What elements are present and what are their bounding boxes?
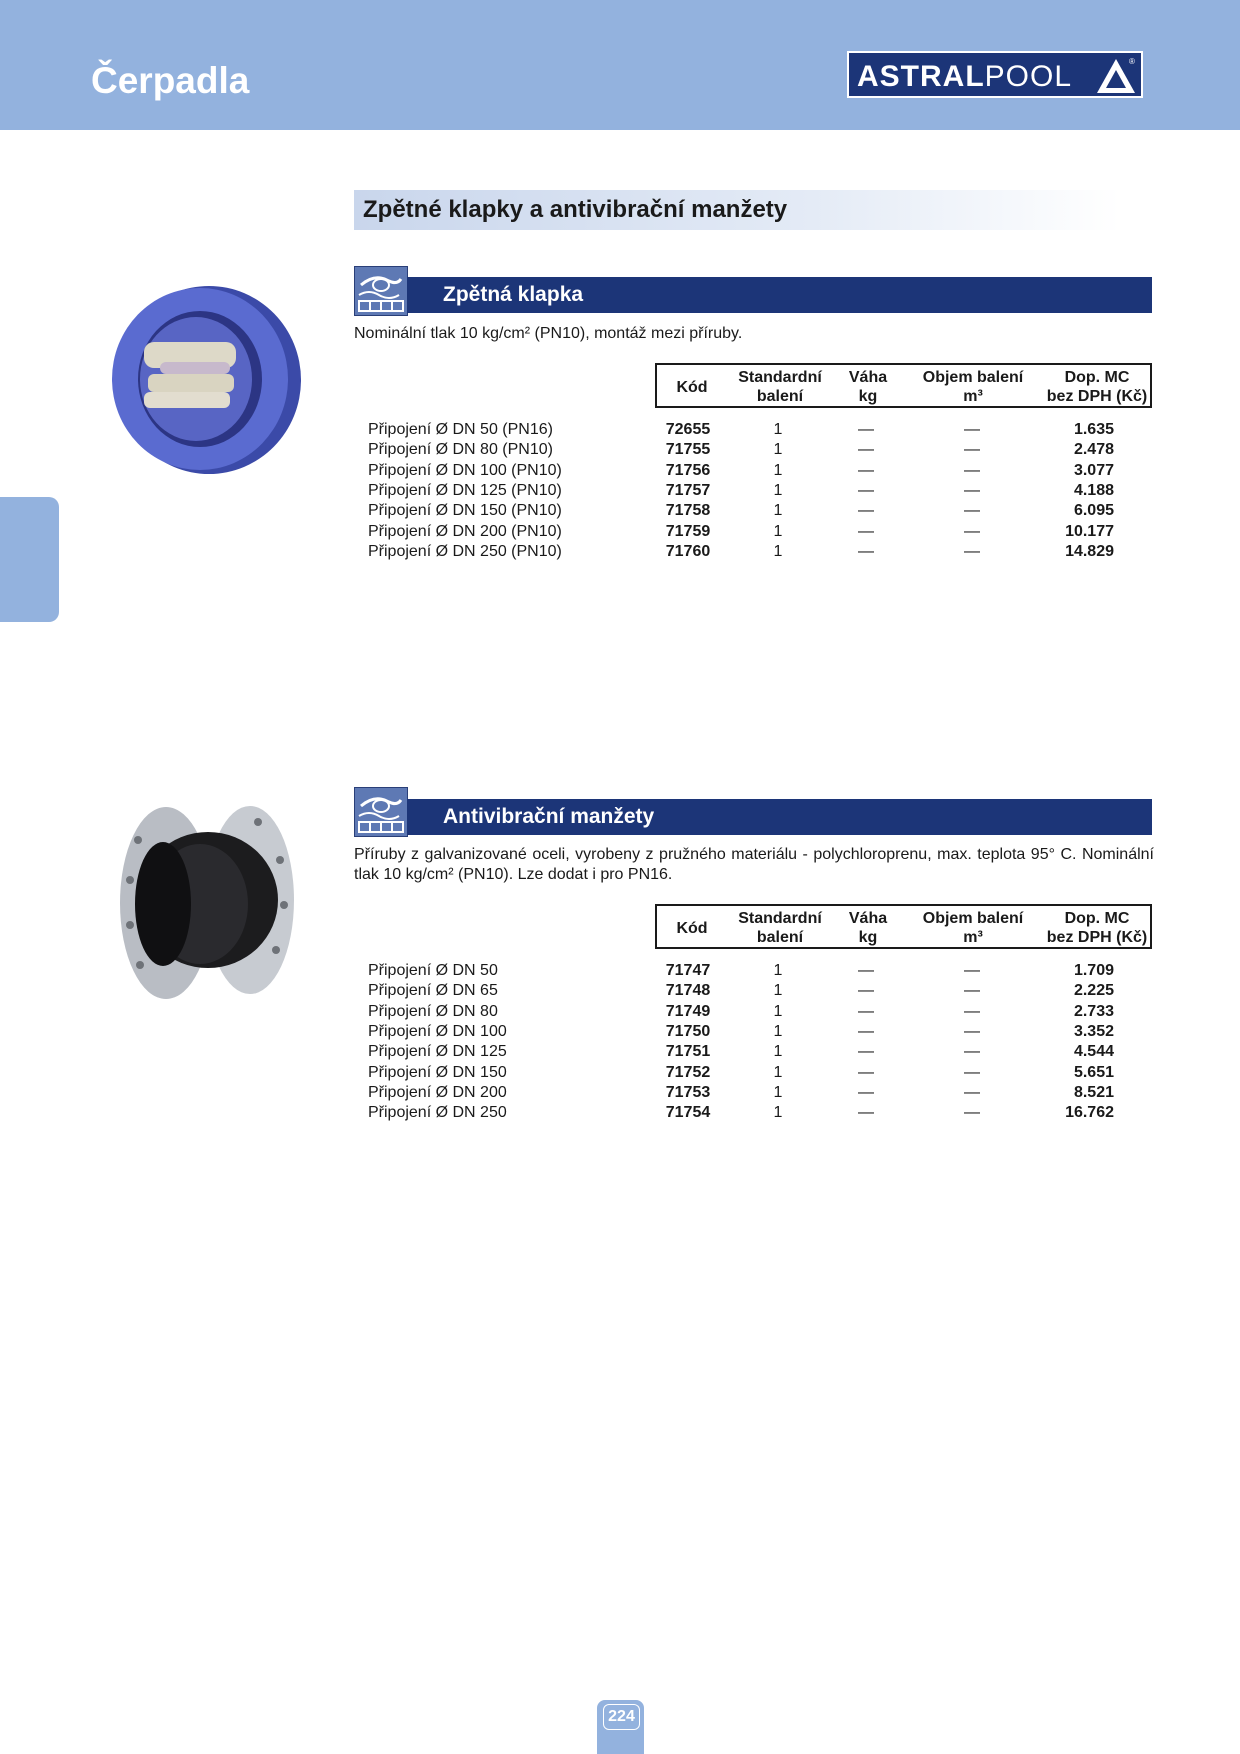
antivibration-sleeve-photo [108, 800, 308, 1010]
cell-pack: 1 [773, 962, 783, 979]
col-cena-line2: bez DPH (Kč) [1046, 388, 1148, 405]
cell-price: 4.188 [1073, 481, 1114, 499]
col-vaha [833, 368, 903, 406]
cell-volume: — [964, 1022, 980, 1040]
cell-pack: 1 [773, 1104, 783, 1122]
cell-name: Připojení Ø DN 80 [368, 1002, 498, 1020]
cell-weight: — [858, 1104, 874, 1122]
cell-weight: — [858, 962, 874, 979]
cell-weight: — [858, 542, 874, 560]
cell-price: 2.225 [1073, 982, 1114, 1000]
cell-weight: — [858, 421, 874, 438]
cell-code: 71749 [665, 1002, 711, 1020]
col-objem-line2: m³ [963, 929, 983, 946]
cell-weight: — [858, 1083, 874, 1101]
cell-weight: — [858, 1043, 874, 1061]
table-row [368, 1103, 1128, 1123]
cell-volume: — [964, 502, 980, 520]
cell-pack: 1 [773, 1083, 783, 1101]
cell-name: Připojení Ø DN 200 [368, 1083, 507, 1101]
cell-price: 14.829 [1065, 542, 1114, 560]
cell-code: 71747 [665, 962, 711, 979]
col-objem [903, 909, 1043, 947]
cell-weight: — [858, 522, 874, 540]
page-number-tab [597, 1700, 644, 1754]
table-row [368, 1042, 1128, 1062]
col-standard [727, 368, 833, 406]
cell-code: 71751 [665, 1043, 711, 1061]
cell-price: 6.095 [1073, 502, 1114, 520]
cell-weight: — [858, 481, 874, 499]
table-row [368, 461, 1128, 481]
cell-pack: 1 [773, 502, 783, 520]
col-cena [1043, 368, 1151, 406]
cell-price: 10.177 [1065, 522, 1114, 540]
section-description: Příruby z galvanizované oceli, vyrobeny z pružného materiálu - polychloroprenu, max. teplota 95° C. Nominální tlak 10 kg/cm² (PN10). Lze dodat i pro PN16. [354, 846, 1154, 883]
cell-pack: 1 [773, 1063, 783, 1081]
col-kod: Kód [676, 920, 708, 937]
cell-code: 71753 [665, 1083, 711, 1101]
header-band [0, 0, 1240, 130]
cell-volume: — [964, 962, 980, 979]
col-standard-line2: balení [756, 388, 804, 405]
astralpool-logo [847, 51, 1143, 98]
cell-price: 1.635 [1073, 421, 1114, 438]
cell-name: Připojení Ø DN 100 (PN10) [368, 461, 562, 479]
cell-name: Připojení Ø DN 150 [368, 1063, 507, 1081]
col-standard-line1: Standardní [738, 369, 822, 386]
cell-weight: — [858, 441, 874, 459]
cell-volume: — [964, 1104, 980, 1122]
cell-pack: 1 [773, 481, 783, 499]
cell-name: Připojení Ø DN 125 [368, 1043, 507, 1061]
cell-price: 2.733 [1073, 1002, 1114, 1020]
cell-price: 8.521 [1073, 1083, 1114, 1101]
cell-price: 16.762 [1065, 1104, 1114, 1122]
cell-weight: — [858, 1022, 874, 1040]
cell-pack: 1 [773, 1022, 783, 1040]
cell-code: 71755 [665, 441, 711, 459]
section-icon-sleeve [354, 787, 408, 837]
cell-code: 71750 [665, 1022, 711, 1040]
cell-price: 5.651 [1073, 1063, 1114, 1081]
section-description: Nominální tlak 10 kg/cm² (PN10), montáž mezi příruby. [354, 325, 743, 342]
col-kod: Kód [676, 379, 708, 396]
cell-code: 71757 [665, 481, 711, 499]
cell-pack: 1 [773, 542, 783, 560]
cell-pack: 1 [773, 982, 783, 1000]
table-row [368, 1063, 1128, 1083]
cell-volume: — [964, 982, 980, 1000]
page-title: Čerpadla [91, 60, 250, 101]
cell-name: Připojení Ø DN 80 (PN10) [368, 441, 553, 459]
col-standard-line1: Standardní [738, 910, 822, 927]
cell-pack: 1 [773, 461, 783, 479]
cell-volume: — [964, 1002, 980, 1020]
cell-volume: — [964, 1063, 980, 1081]
table-row [368, 481, 1128, 501]
table-row [368, 1022, 1128, 1042]
col-cena-line1: Dop. MC [1064, 369, 1130, 386]
cell-code: 71756 [665, 461, 711, 479]
cell-code: 71752 [665, 1063, 711, 1081]
col-cena [1043, 909, 1151, 947]
cell-name: Připojení Ø DN 150 (PN10) [368, 502, 562, 520]
cell-pack: 1 [773, 421, 783, 438]
col-objem-line1: Objem balení [922, 910, 1024, 927]
table-header [655, 904, 1152, 949]
cell-price: 3.077 [1073, 461, 1114, 479]
cell-code: 71760 [665, 542, 711, 560]
cell-weight: — [858, 982, 874, 1000]
cell-price: 4.544 [1073, 1043, 1114, 1061]
table-row [368, 542, 1128, 562]
col-objem [903, 368, 1043, 406]
col-vaha-line1: Váha [848, 369, 888, 386]
table-row [368, 1002, 1128, 1022]
table-row [368, 1083, 1128, 1103]
section-icon-valve [354, 266, 408, 316]
col-standard-line2: balení [756, 929, 804, 946]
cell-volume: — [964, 1043, 980, 1061]
table-row [368, 440, 1128, 460]
col-cena-line1: Dop. MC [1064, 910, 1130, 927]
cell-price: 1.709 [1073, 962, 1114, 979]
cell-code: 71758 [665, 502, 711, 520]
cell-price: 3.352 [1073, 1022, 1114, 1040]
cell-name: Připojení Ø DN 250 [368, 1104, 507, 1122]
cell-name: Připojení Ø DN 100 [368, 1022, 507, 1040]
cell-weight: — [858, 1002, 874, 1020]
cell-code: 71759 [665, 522, 711, 540]
logo-text-light: POOL [984, 60, 1073, 93]
table-row [368, 961, 1128, 981]
cell-volume: — [964, 522, 980, 540]
col-vaha-line2: kg [858, 929, 878, 946]
cell-name: Připojení Ø DN 65 [368, 982, 498, 1000]
cell-pack: 1 [773, 1043, 783, 1061]
logo-triangle-icon [1095, 56, 1137, 96]
table-header [655, 363, 1152, 408]
section-heading: Zpětná klapka [407, 277, 1152, 313]
cell-volume: — [964, 421, 980, 438]
cell-volume: — [964, 542, 980, 560]
page-number: 224 [603, 1704, 640, 1730]
check-valve-photo [104, 280, 304, 480]
cell-price: 2.478 [1073, 441, 1114, 459]
cell-code: 72655 [665, 421, 711, 438]
cell-volume: — [964, 441, 980, 459]
col-standard [727, 909, 833, 947]
col-vaha [833, 909, 903, 947]
table-row [368, 420, 1128, 440]
col-objem-line2: m³ [963, 388, 983, 405]
cell-pack: 1 [773, 522, 783, 540]
cell-code: 71748 [665, 982, 711, 1000]
cell-pack: 1 [773, 1002, 783, 1020]
table-row [368, 981, 1128, 1001]
logo-text-bold: ASTRAL [857, 60, 985, 93]
table-row [368, 501, 1128, 521]
cell-weight: — [858, 502, 874, 520]
col-vaha-line1: Váha [848, 910, 888, 927]
col-vaha-line2: kg [858, 388, 878, 405]
cell-name: Připojení Ø DN 250 (PN10) [368, 542, 562, 560]
section-heading: Antivibrační manžety [407, 799, 1152, 835]
cell-name: Připojení Ø DN 200 (PN10) [368, 522, 562, 540]
cell-volume: — [964, 481, 980, 499]
col-cena-line2: bez DPH (Kč) [1046, 929, 1148, 946]
table-row [368, 522, 1128, 542]
cell-weight: — [858, 1063, 874, 1081]
logo-registered-mark: ® [1129, 57, 1135, 66]
side-tab [0, 497, 59, 622]
cell-pack: 1 [773, 441, 783, 459]
cell-name: Připojení Ø DN 50 (PN16) [368, 421, 553, 438]
cell-volume: — [964, 461, 980, 479]
cell-volume: — [964, 1083, 980, 1101]
cell-weight: — [858, 461, 874, 479]
col-objem-line1: Objem balení [922, 369, 1024, 386]
cell-name: Připojení Ø DN 125 (PN10) [368, 481, 562, 499]
cell-code: 71754 [665, 1104, 711, 1122]
main-title: Zpětné klapky a antivibrační manžety [354, 190, 1120, 230]
cell-name: Připojení Ø DN 50 [368, 962, 498, 979]
